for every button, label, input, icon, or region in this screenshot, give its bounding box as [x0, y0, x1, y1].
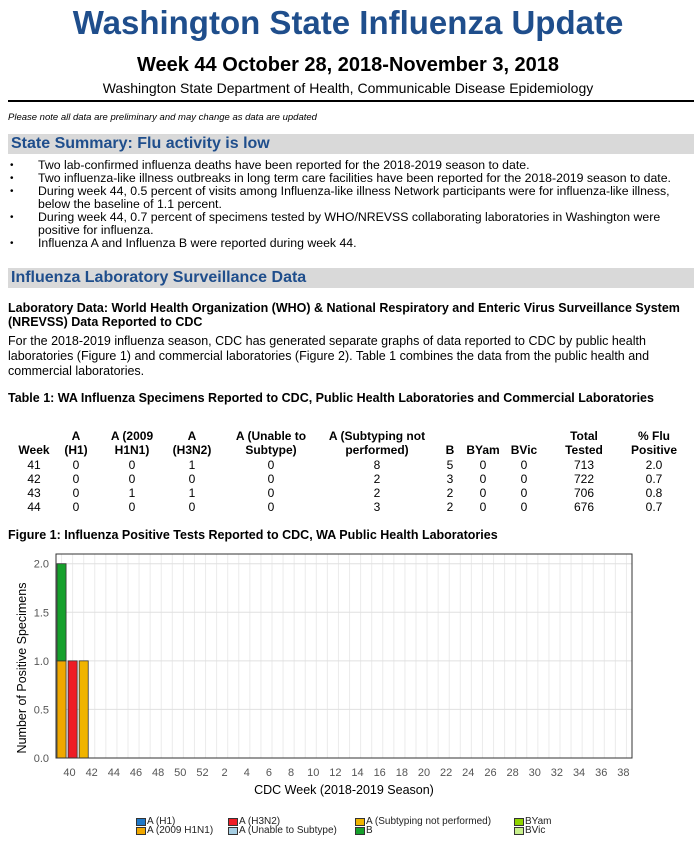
table-header-cell: (H3N2)	[172, 443, 212, 457]
legend-swatch	[136, 827, 146, 835]
x-tick-label: 4	[243, 767, 250, 779]
legend-column	[355, 817, 491, 835]
table-cell: 0	[128, 472, 136, 486]
x-tick-label: 12	[329, 767, 342, 779]
table-header-cell: (H1)	[64, 443, 88, 457]
state-summary-heading: State Summary: Flu activity is low	[8, 134, 694, 154]
bar-segment	[79, 661, 88, 758]
table-header-cell: Total	[570, 429, 598, 443]
table-cell: 706	[573, 486, 595, 500]
table-cell: 0	[520, 500, 528, 514]
legend-column	[136, 817, 213, 835]
table-cell: 2	[373, 486, 381, 500]
table-cell: 0	[267, 458, 275, 472]
summary-bullets	[8, 159, 694, 250]
legend-label: A (H1)	[147, 816, 176, 827]
department-name: Washington State Department of Health, Communicable Disease Epidemiology	[102, 80, 594, 96]
legend-label: BVic	[525, 825, 546, 836]
x-tick-label: 36	[595, 767, 608, 779]
lab-data-paragraph: For the 2018-2019 influenza season, CDC has generated separate graphs of data reported to CDC by public health laboratories (Figure 1) and commercial laboratories (Figure 2). Table 1 combines the data from the public health and commercial laboratories.	[8, 334, 650, 378]
x-tick-label: 18	[395, 767, 408, 779]
table-cell: 0	[479, 472, 487, 486]
legend-label: A (2009 H1N1)	[147, 825, 214, 836]
table-cell: 0	[267, 472, 275, 486]
x-tick-label: 22	[440, 767, 453, 779]
table-header-cell: % Flu	[638, 429, 670, 443]
table-header-cell: BVic	[510, 443, 538, 457]
x-tick-label: 38	[617, 767, 630, 779]
table-cell: 0	[479, 500, 487, 514]
table-cell: 0	[267, 486, 275, 500]
legend-swatch	[355, 827, 365, 835]
table-cell: 1	[188, 458, 196, 472]
x-tick-label: 40	[63, 767, 76, 779]
x-tick-label: 20	[417, 767, 431, 779]
table-cell: 0	[479, 458, 487, 472]
table-header-cell: A	[71, 429, 81, 443]
x-tick-label: 28	[506, 767, 519, 779]
legend-label: B	[366, 825, 373, 836]
table-cell: 0.7	[645, 472, 663, 486]
lab-surveillance-heading: Influenza Laboratory Surveillance Data	[8, 268, 694, 288]
table-cell: 0	[520, 458, 528, 472]
y-tick-label: 0.5	[33, 704, 49, 717]
x-tick-label: 52	[196, 767, 209, 779]
table-cell: 1	[188, 486, 196, 500]
legend-item	[136, 826, 213, 835]
table-caption: Table 1: WA Influenza Specimens Reported to CDC, Public Health Laboratories and Commercial Laboratories	[8, 391, 654, 405]
table-cell: 2	[446, 500, 454, 514]
table-cell: 0	[520, 486, 528, 500]
summary-bullet: • Influenza A and Influenza B were reported during week 44.	[8, 237, 694, 250]
legend-label: A (Subtyping not performed)	[366, 816, 492, 827]
header-divider	[8, 100, 694, 102]
x-tick-label: 48	[152, 767, 165, 779]
summary-bullet: • Two influenza-like illness outbreaks in long term care facilities have been reported for the 2018-2019 season to date.	[8, 172, 694, 185]
y-tick-label: 2.0	[33, 558, 49, 571]
table-cell: 0	[520, 472, 528, 486]
y-tick-label: 0.0	[33, 753, 49, 765]
y-axis-title: Number of Positive Specimens	[15, 582, 29, 754]
x-tick-label: 42	[85, 767, 98, 779]
legend-column	[228, 817, 337, 835]
table-cell: 5	[446, 458, 454, 472]
table-cell: 0	[72, 458, 80, 472]
table-header-cell: A (Subtyping not	[328, 429, 426, 443]
table-header-cell: performed)	[345, 443, 409, 457]
table-header-cell: A (2009	[110, 429, 154, 443]
report-week: Week 44 October 28, 2018-November 3, 2018	[136, 54, 560, 76]
x-tick-label: 34	[572, 767, 586, 779]
table-cell: 1	[128, 486, 136, 500]
table-cell: 0	[479, 486, 487, 500]
table-cell: 41	[27, 458, 41, 472]
table-cell: 3	[373, 500, 381, 514]
table-header-cell: Tested	[565, 443, 603, 457]
table-cell: 3	[446, 472, 454, 486]
legend-swatch	[228, 818, 238, 826]
x-tick-label: 8	[288, 767, 295, 779]
preliminary-note: Please note all data are preliminary and may change as data are updated	[8, 112, 317, 123]
table-cell: 44	[27, 500, 41, 514]
x-tick-label: 50	[174, 767, 187, 779]
table-cell: 676	[573, 500, 595, 514]
table-cell: 0.7	[645, 500, 663, 514]
x-tick-label: 16	[373, 767, 386, 779]
x-tick-label: 26	[484, 767, 497, 779]
table-cell: 2.0	[645, 458, 663, 472]
table-header-cell: H1N1)	[114, 443, 150, 457]
table-cell: 0	[128, 458, 136, 472]
table-cell: 0	[72, 500, 80, 514]
legend-item	[228, 826, 337, 835]
table-cell: 722	[573, 472, 595, 486]
table-header-cell: B	[445, 443, 455, 457]
table-header-cell: Positive	[630, 443, 678, 457]
legend-swatch	[355, 818, 365, 826]
plot-background	[56, 554, 632, 758]
bar-segment	[57, 661, 66, 758]
table-cell: 2	[373, 472, 381, 486]
x-tick-label: 24	[462, 767, 475, 779]
table-header-cell: A (Unable to	[235, 429, 307, 443]
legend-swatch	[514, 818, 524, 826]
table-cell: 0	[188, 500, 196, 514]
y-tick-label: 1.5	[33, 607, 49, 620]
table-cell: 0	[72, 472, 80, 486]
report-title: Washington State Influenza Update	[72, 4, 624, 41]
legend-item	[514, 826, 552, 835]
x-tick-label: 14	[351, 767, 364, 779]
legend-item	[355, 826, 491, 835]
table-header-cell: Week	[18, 443, 50, 457]
legend-item	[355, 817, 491, 826]
y-tick-label: 1.0	[33, 655, 49, 668]
x-tick-label: 44	[107, 767, 120, 779]
table-cell: 0	[267, 500, 275, 514]
table-cell: 43	[27, 486, 41, 500]
legend-column	[514, 817, 552, 835]
summary-bullet: • During week 44, 0.5 percent of visits among Influenza-like illness Network participants were for influenza-like illness, below the baseline of 1.1 percent.	[8, 185, 694, 211]
table-cell: 0	[72, 486, 80, 500]
bar-segment	[68, 661, 77, 758]
figure-caption: Figure 1: Influenza Positive Tests Reported to CDC, WA Public Health Laboratories	[8, 528, 498, 542]
table-cell: 0.8	[645, 486, 663, 500]
legend-swatch	[228, 827, 238, 835]
x-tick-label: 10	[307, 767, 320, 779]
table-cell: 8	[373, 458, 381, 472]
table-cell: 0	[188, 472, 196, 486]
x-tick-label: 2	[221, 767, 228, 779]
lab-data-subheading: Laboratory Data: World Health Organization (WHO) & National Respiratory and Enteric Virus Surveillance System (NREVSS) Data Reported to CDC	[8, 301, 680, 329]
summary-bullet: • During week 44, 0.7 percent of specimens tested by WHO/NREVSS collaborating laboratories in Washington were positive for influenza.	[8, 211, 694, 237]
x-tick-label: 6	[265, 767, 272, 779]
x-axis-title: CDC Week (2018-2019 Season)	[254, 783, 434, 797]
legend-label: A (Unable to Subtype)	[239, 825, 337, 836]
table-header-cell: A	[187, 429, 197, 443]
legend-swatch	[514, 827, 524, 835]
table-cell: 42	[27, 472, 41, 486]
legend-label: A (H3N2)	[239, 816, 281, 827]
positive-tests-chart	[0, 544, 696, 812]
table-cell: 713	[573, 458, 595, 472]
legend-swatch	[136, 818, 146, 826]
x-tick-label: 30	[528, 767, 541, 779]
table-header-cell: Subtype)	[245, 443, 297, 457]
table-cell: 0	[128, 500, 136, 514]
legend-label: BYam	[525, 816, 552, 827]
x-tick-label: 32	[550, 767, 564, 779]
table-cell: 2	[446, 486, 454, 500]
table-header-cell: BYam	[466, 443, 500, 457]
summary-bullet: • Two lab-confirmed influenza deaths have been reported for the 2018-2019 season to date.	[8, 159, 694, 172]
bar-segment	[57, 564, 66, 661]
x-tick-label: 46	[129, 767, 143, 779]
